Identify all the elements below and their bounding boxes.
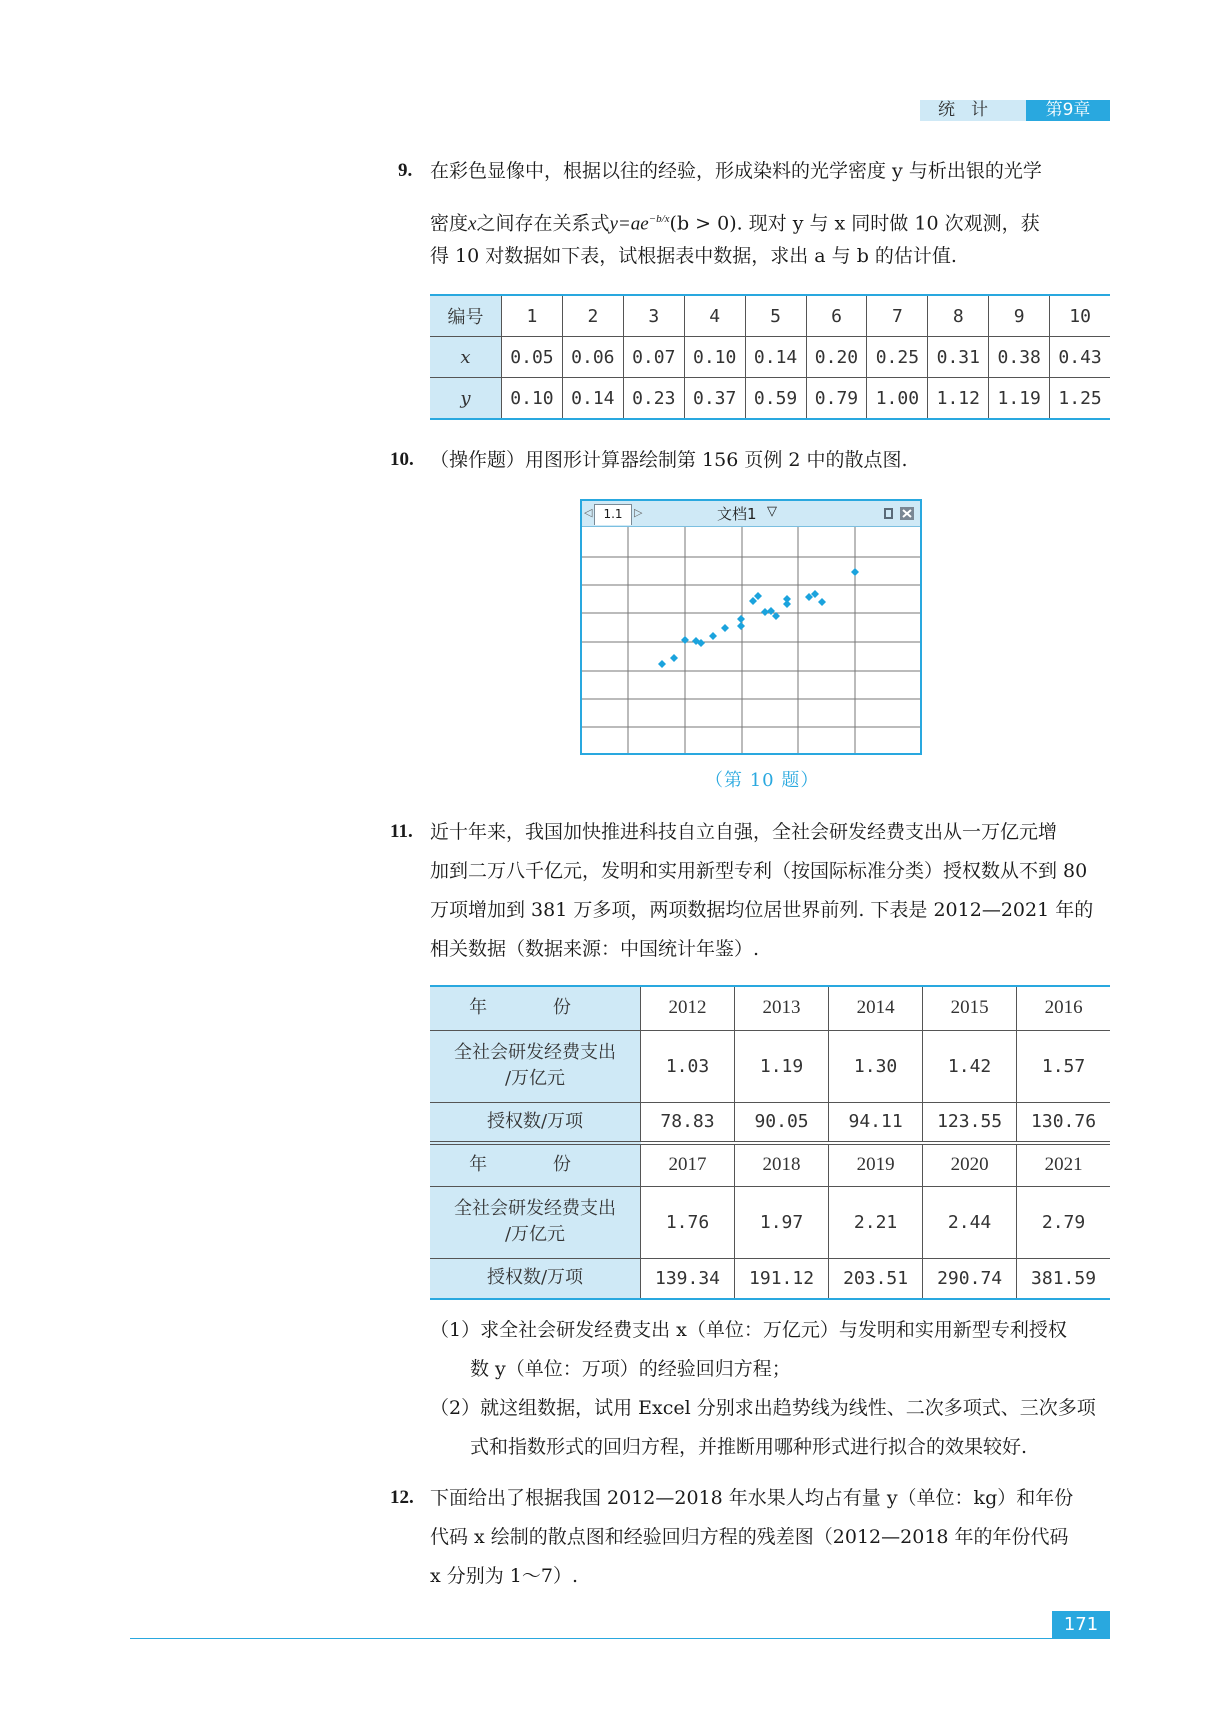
table-cell: 78.83: [641, 1102, 735, 1143]
table-cell: 5: [745, 295, 806, 337]
question-9-line2: 密度x之间存在关系式$y=ae^{-b/x}(b > 0)$. 现对 y 与 x 同时做 10 次观测，获: [430, 212, 1040, 235]
table-cell: 0.07: [623, 337, 684, 378]
question-11-line4: 相关数据（数据来源：中国统计年鉴）.: [430, 938, 760, 960]
table-cell: 1.19: [735, 1030, 829, 1102]
table-cell: 4: [684, 295, 745, 337]
table-cell: 9: [989, 295, 1050, 337]
scatter-point: [754, 592, 762, 600]
scatter-point: [681, 636, 689, 644]
window-controls-icon[interactable]: [882, 505, 916, 522]
table-cell: 381.59: [1017, 1258, 1110, 1299]
formula-exponent: −b/x: [648, 213, 670, 225]
scatter-point: [783, 595, 791, 603]
table-cell: 2018: [735, 1143, 829, 1186]
scatter-point: [670, 654, 678, 662]
scatter-point: [749, 597, 757, 605]
table-cell: 0.59: [745, 378, 806, 420]
question-9-number: 9.: [398, 160, 413, 181]
document-title[interactable]: 文档1: [717, 505, 757, 523]
question-11-part1a: （1）求全社会研发经费支出 x（单位：万亿元）与发明和实用新型专利授权: [430, 1319, 1067, 1341]
table-cell: 0.06: [562, 337, 623, 378]
table-cell: 7: [867, 295, 928, 337]
scatter-point: [818, 598, 826, 606]
table-cell: 90.05: [735, 1102, 829, 1143]
table-cell: 2: [562, 295, 623, 337]
question-11-part2a: （2）就这组数据，试用 Excel 分别求出趋势线为线性、二次多项式、三次多项: [430, 1397, 1096, 1419]
table-cell: 0.20: [806, 337, 867, 378]
scatter-point: [851, 568, 859, 576]
table-cell: 1.19: [989, 378, 1050, 420]
table-row: 年 份 2017 2018 2019 2020 2021: [430, 1143, 1110, 1186]
table-cell: 1.03: [641, 1030, 735, 1102]
page-number: 171: [1052, 1611, 1110, 1638]
table-cell: 0.10: [684, 337, 745, 378]
table-cell: 2014: [829, 986, 923, 1030]
table-cell: 0.10: [502, 378, 563, 420]
table-row: x 0.05 0.06 0.07 0.10 0.14 0.20 0.25 0.31 0.38 0.43: [430, 337, 1110, 378]
table-cell: 0.05: [502, 337, 563, 378]
section-title: 统计: [920, 100, 1026, 121]
scatter-point: [767, 607, 775, 615]
question-12-line3: x 分别为 1～7）.: [430, 1565, 579, 1587]
figure-caption: （第 10 题）: [705, 770, 820, 791]
question-11-part2b: 式和指数形式的回归方程，并推断用哪种形式进行拟合的效果较好.: [470, 1436, 1028, 1458]
table-cell: 1: [502, 295, 563, 337]
question-11-line3: 万项增加到 381 万多项，两项数据均位居世界前列. 下表是 2012—2021 年的: [430, 899, 1094, 921]
table-cell: 0.25: [867, 337, 928, 378]
table-row: 授权数/万项 139.34 191.12 203.51 290.74 381.59: [430, 1258, 1110, 1299]
table-cell: 139.34: [641, 1258, 735, 1299]
table-row: 年 份 2012 2013 2014 2015 2016: [430, 986, 1110, 1030]
question-10-text: （操作题）用图形计算器绘制第 156 页例 2 中的散点图.: [430, 449, 908, 471]
formula-condition: (b > 0).: [669, 212, 743, 235]
running-header: [920, 100, 1110, 121]
table-row: y 0.10 0.14 0.23 0.37 0.59 0.79 1.00 1.12 1.19 1.25: [430, 378, 1110, 420]
question-11-number: 11.: [390, 821, 413, 842]
calculator-toolbar: [582, 501, 920, 527]
question-9-line3: 得 10 对数据如下表，试根据表中数据，求出 a 与 b 的估计值.: [430, 245, 957, 267]
table-row: 编号 1 2 3 4 5 6 7 8 9 10: [430, 295, 1110, 337]
table-cell: 0.23: [623, 378, 684, 420]
table-cell: 0.79: [806, 378, 867, 420]
table-cell: 8: [928, 295, 989, 337]
table-cell: 1.76: [641, 1186, 735, 1258]
table-cell: 1.57: [1017, 1030, 1110, 1102]
tab-left-arrow-icon[interactable]: ◁: [584, 506, 593, 519]
table-cell: 203.51: [829, 1258, 923, 1299]
question-11-line2: 加到二万八千亿元，发明和实用新型专利（按国际标准分类）授权数从不到 80: [430, 860, 1088, 882]
table-cell: 2.44: [923, 1186, 1017, 1258]
question-12-line2: 代码 x 绘制的散点图和经验回归方程的残差图（2012—2018 年的年份代码: [430, 1526, 1069, 1548]
formula: y=ae: [609, 213, 649, 235]
question-12-number: 12.: [390, 1487, 414, 1508]
question-11-line1: 近十年来，我国加快推进科技自立自强，全社会研发经费支出从一万亿元增: [430, 821, 1058, 843]
rd-patent-table: [430, 985, 1110, 1300]
table-cell: 2021: [1017, 1143, 1110, 1186]
table-cell: 0.37: [684, 378, 745, 420]
table-cell: 1.12: [928, 378, 989, 420]
table-row: 授权数/万项 78.83 90.05 94.11 123.55 130.76: [430, 1102, 1110, 1143]
table-row: 全社会研发经费支出 /万亿元 1.76 1.97 2.21 2.44 2.79: [430, 1186, 1110, 1258]
table-cell: 1.30: [829, 1030, 923, 1102]
table-cell: 2019: [829, 1143, 923, 1186]
chevron-down-icon[interactable]: ▽: [767, 504, 777, 519]
table-cell: 2.79: [1017, 1186, 1110, 1258]
question-11-part1b: 数 y（单位：万项）的经验回归方程；: [470, 1358, 791, 1380]
page-tab[interactable]: 1.1: [594, 504, 632, 525]
scatter-point: [737, 622, 745, 630]
chapter-label: 第9章: [1026, 100, 1110, 121]
scatter-point: [721, 624, 729, 632]
question-12-line1: 下面给出了根据我国 2012—2018 年水果人均占有量 y（单位：kg）和年份: [430, 1487, 1074, 1509]
tab-right-arrow-icon[interactable]: ▷: [634, 506, 643, 519]
question-10-number: 10.: [390, 449, 414, 470]
table-cell: 1.00: [867, 378, 928, 420]
scatter-point: [709, 632, 717, 640]
table-cell: 290.74: [923, 1258, 1017, 1299]
table-cell: 10: [1050, 295, 1110, 337]
question-9-line1: 在彩色显像中，根据以往的经验，形成染料的光学密度 y 与析出银的光学: [430, 160, 1042, 182]
scatter-point: [658, 660, 666, 668]
scatter-point: [761, 608, 769, 616]
table-cell: 0.14: [562, 378, 623, 420]
table-cell: 0.43: [1050, 337, 1110, 378]
table-cell: 94.11: [829, 1102, 923, 1143]
table-cell: 1.97: [735, 1186, 829, 1258]
scatter-point: [737, 615, 745, 623]
table-cell: 1.42: [923, 1030, 1017, 1102]
table-cell: 191.12: [735, 1258, 829, 1299]
table-cell: 2012: [641, 986, 735, 1030]
table-cell: 130.76: [1017, 1102, 1110, 1143]
table-cell: 2017: [641, 1143, 735, 1186]
observation-table: [430, 294, 1110, 420]
table-cell: 0.14: [745, 337, 806, 378]
table-cell: 2016: [1017, 986, 1110, 1030]
table-cell: 2015: [923, 986, 1017, 1030]
table-cell: 0.31: [928, 337, 989, 378]
table-cell: 6: [806, 295, 867, 337]
table-cell: 2.21: [829, 1186, 923, 1258]
table-cell: 1.25: [1050, 378, 1110, 420]
table-row: 全社会研发经费支出 /万亿元 1.03 1.19 1.30 1.42 1.57: [430, 1030, 1110, 1102]
footer-rule: [130, 1638, 1110, 1639]
scatter-plot: [582, 527, 920, 753]
graphing-calculator-screen: [580, 499, 922, 755]
table-cell: 2020: [923, 1143, 1017, 1186]
table-cell: 2013: [735, 986, 829, 1030]
table-cell: 3: [623, 295, 684, 337]
table-cell: 0.38: [989, 337, 1050, 378]
table-cell: 123.55: [923, 1102, 1017, 1143]
